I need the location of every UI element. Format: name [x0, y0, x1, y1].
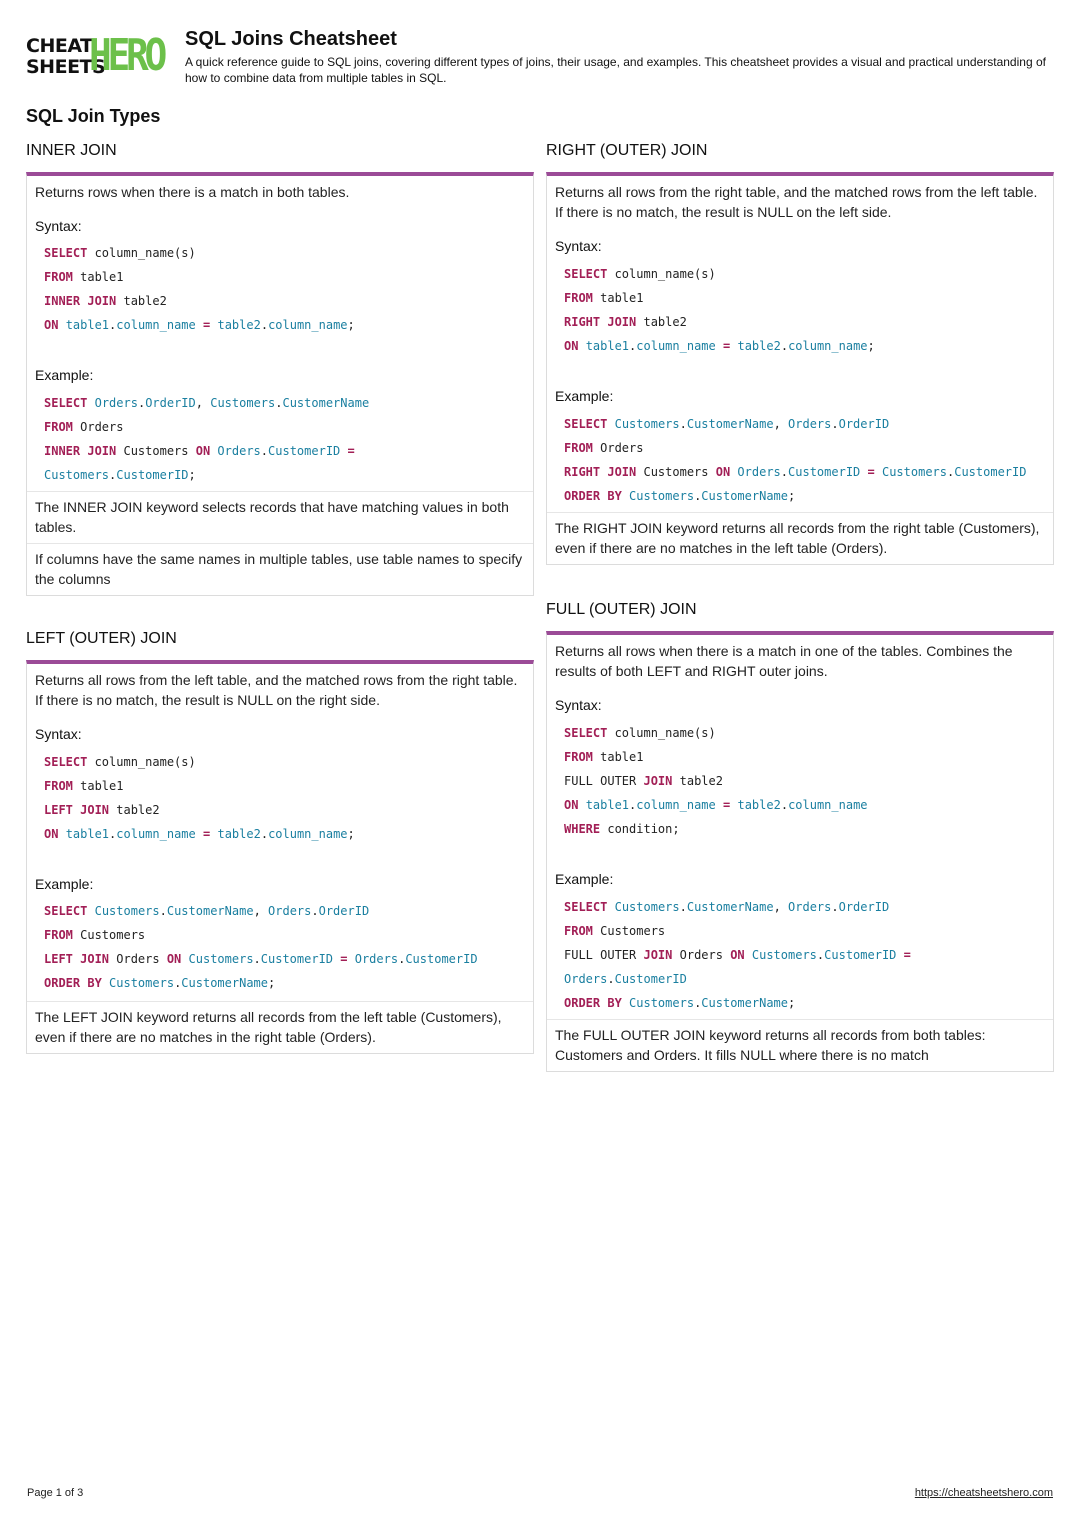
sql-identifier: Customers — [44, 468, 110, 482]
sql-identifier: table2 — [217, 318, 261, 332]
sql-text: , — [773, 417, 789, 431]
sql-text: column_name(s) — [87, 755, 196, 769]
sql-text: table1 — [592, 291, 644, 305]
sql-identifier: column_name — [636, 339, 716, 353]
sql-text: table2 — [672, 774, 723, 788]
sql-text: Customers — [72, 928, 146, 942]
full-join-note: The FULL OUTER JOIN keyword returns all records from both tables: Customers and Orders. It fills NULL where there is no match — [547, 1019, 1053, 1071]
sql-identifier: table2 — [737, 798, 781, 812]
sql-identifier: CustomerName — [701, 996, 788, 1010]
sql-text: Orders — [592, 441, 644, 455]
sql-text: ; — [188, 468, 196, 482]
sql-keyword: ON — [195, 444, 211, 458]
section-heading: SQL Join Types — [26, 106, 161, 126]
sql-keyword: ORDER BY — [564, 996, 622, 1010]
inner-join-example-code — [27, 383, 533, 491]
sql-text: ; — [347, 827, 355, 841]
sql-text — [896, 948, 903, 962]
sql-identifier: column_name — [788, 339, 868, 353]
sql-text: Orders — [109, 952, 167, 966]
code-line — [564, 334, 1045, 358]
sql-text: . — [311, 904, 319, 918]
sql-text — [87, 396, 94, 410]
sql-text: . — [260, 444, 269, 458]
sql-identifier: column_name — [268, 318, 348, 332]
sql-text: Customers — [592, 924, 666, 938]
sql-text: ; — [867, 339, 875, 353]
sql-keyword: ON — [44, 318, 59, 332]
full-join-title: FULL (OUTER) JOIN — [546, 601, 697, 618]
sql-text: table2 — [636, 315, 687, 329]
sql-keyword: = — [203, 318, 211, 332]
sql-text: ; — [788, 489, 796, 503]
sql-text: . — [947, 465, 955, 479]
sql-text: ; — [788, 996, 796, 1010]
sql-text — [181, 952, 188, 966]
sql-text: . — [260, 827, 269, 841]
sql-identifier: Orders — [354, 952, 399, 966]
sql-text: table2 — [109, 803, 160, 817]
logo-text-hero: HERO — [89, 30, 163, 81]
sql-text: Orders — [672, 948, 731, 962]
sql-keyword: INNER JOIN — [44, 294, 117, 308]
sql-identifier: OrderID — [838, 900, 890, 914]
sql-keyword: ON — [730, 948, 745, 962]
sql-identifier: Customers — [188, 952, 254, 966]
sql-identifier: CustomerID — [405, 952, 478, 966]
page-header — [26, 28, 1056, 92]
sql-keyword: = — [723, 798, 731, 812]
sql-text: . — [109, 318, 117, 332]
code-line — [44, 439, 525, 463]
sql-text: . — [275, 396, 283, 410]
sql-text: Orders — [72, 420, 124, 434]
sql-text — [607, 900, 614, 914]
code-line — [564, 262, 1045, 286]
sql-text — [196, 318, 203, 332]
code-line — [564, 895, 1045, 919]
sql-identifier: Customers — [751, 948, 817, 962]
sql-identifier: Orders — [217, 444, 261, 458]
left-join-description: Returns all rows from the left table, and the matched rows from the right table. If there is no match, the result is NULL on the right side. — [35, 672, 518, 708]
sql-keyword: JOIN — [643, 774, 673, 788]
sql-text: Customers — [116, 444, 196, 458]
code-line — [44, 774, 525, 798]
code-line — [44, 265, 525, 289]
sql-identifier: column_name — [788, 798, 868, 812]
left-join-card — [26, 660, 534, 1054]
sql-identifier: Orders — [737, 465, 781, 479]
sql-text: . — [780, 798, 789, 812]
example-label: Example: — [35, 876, 94, 892]
sql-identifier: CustomerID — [116, 468, 189, 482]
logo-text-cheat: CHEAT — [26, 35, 93, 57]
inner-join-description: Returns rows when there is a match in both tables. — [35, 184, 350, 200]
sql-keyword: FROM — [564, 924, 593, 938]
sql-keyword: ON — [715, 465, 731, 479]
sql-keyword: SELECT — [44, 755, 88, 769]
sql-identifier: Customers — [614, 417, 680, 431]
example-label: Example: — [555, 388, 614, 404]
sql-keyword: SELECT — [564, 900, 608, 914]
sql-keyword: JOIN — [643, 948, 673, 962]
sql-keyword: = — [347, 444, 355, 458]
sql-text — [58, 827, 65, 841]
sql-identifier: Orders — [268, 904, 312, 918]
sql-text: FULL OUTER — [564, 774, 644, 788]
code-line — [564, 919, 1045, 943]
sql-keyword: FROM — [564, 291, 593, 305]
sql-keyword: ON — [44, 827, 59, 841]
sql-identifier: Customers — [210, 396, 276, 410]
sql-identifier: CustomerName — [686, 900, 774, 914]
sql-identifier: column_name — [116, 318, 196, 332]
sql-keyword: RIGHT JOIN — [564, 315, 637, 329]
sql-identifier: Customers — [614, 900, 680, 914]
sql-keyword: SELECT — [564, 267, 608, 281]
sql-identifier: column_name — [636, 798, 716, 812]
code-line — [564, 286, 1045, 310]
code-line — [564, 310, 1045, 334]
code-line — [564, 793, 1045, 817]
right-join-note: The RIGHT JOIN keyword returns all records from the right table (Customers), even if there are no matches in the left table (Orders). — [547, 512, 1053, 564]
code-line — [44, 463, 525, 487]
sql-keyword: ORDER BY — [564, 489, 622, 503]
sql-identifier: CustomerID — [268, 444, 341, 458]
inner-join-card — [26, 172, 534, 596]
sql-text: . — [629, 339, 637, 353]
code-line — [564, 745, 1045, 769]
sql-text — [340, 444, 347, 458]
sql-identifier: table1 — [65, 318, 110, 332]
sql-text: . — [398, 952, 406, 966]
sql-text — [716, 798, 723, 812]
sql-keyword: FROM — [44, 420, 73, 434]
sql-identifier: OrderID — [318, 904, 370, 918]
sql-identifier: CustomerID — [260, 952, 334, 966]
left-join-example-code — [27, 892, 533, 1001]
example-label: Example: — [35, 367, 94, 383]
sql-text: . — [831, 417, 839, 431]
left-join-syntax-code — [27, 742, 533, 876]
inner-join-title: INNER JOIN — [26, 142, 117, 159]
sql-keyword: = — [340, 952, 348, 966]
sql-text — [87, 904, 94, 918]
sql-identifier: CustomerName — [181, 976, 268, 990]
page-title: SQL Joins Cheatsheet — [185, 28, 397, 50]
code-line — [44, 971, 525, 995]
page-number: Page 1 of 3 — [27, 1487, 84, 1499]
inner-join-note-2: If columns have the same names in multiple tables, use table names to specify the columns — [27, 543, 533, 595]
sql-identifier: table2 — [737, 339, 781, 353]
syntax-label: Syntax: — [555, 238, 602, 254]
sql-keyword: WHERE — [564, 822, 601, 836]
code-line — [44, 899, 525, 923]
sql-text: condition; — [600, 822, 680, 836]
sql-keyword: = — [867, 465, 875, 479]
sql-text: . — [109, 468, 117, 482]
sql-text — [578, 339, 585, 353]
sql-text: table1 — [72, 270, 124, 284]
code-line — [44, 241, 525, 265]
sql-text: Customers — [636, 465, 716, 479]
sql-identifier: OrderID — [145, 396, 196, 410]
code-line — [564, 484, 1045, 508]
code-line — [44, 947, 525, 971]
sql-keyword: FROM — [44, 270, 73, 284]
code-line — [44, 798, 525, 822]
sql-text: table1 — [592, 750, 644, 764]
code-line — [564, 991, 1045, 1015]
sql-keyword: INNER JOIN — [44, 444, 117, 458]
sql-identifier: Orders — [788, 417, 832, 431]
sql-keyword: ON — [564, 798, 579, 812]
code-line — [44, 313, 525, 337]
code-line — [564, 943, 1045, 967]
sql-identifier: CustomerName — [701, 489, 788, 503]
sql-text: , — [773, 900, 789, 914]
sql-text: column_name(s) — [607, 267, 716, 281]
page-subtitle: A quick reference guide to SQL joins, covering different types of joins, their usage, and examples. This cheatsheet provides a visual and practical understanding of how to combine data from multiple tables in SQL. — [185, 55, 1046, 85]
sql-identifier: Orders — [788, 900, 832, 914]
right-join-card — [546, 172, 1054, 565]
sql-text: , — [253, 904, 269, 918]
sql-text — [102, 976, 109, 990]
logo-text-sheets: SHEETS — [26, 56, 106, 78]
sql-identifier: table2 — [217, 827, 261, 841]
sql-text: . — [174, 976, 182, 990]
full-join-syntax-code — [547, 713, 1053, 871]
sql-keyword: ON — [564, 339, 579, 353]
sql-identifier: CustomerID — [614, 972, 687, 986]
sql-identifier: Customers — [629, 489, 695, 503]
left-join-title: LEFT (OUTER) JOIN — [26, 630, 177, 647]
syntax-label: Syntax: — [35, 726, 82, 742]
sql-keyword: SELECT — [564, 726, 608, 740]
sql-identifier: Orders — [94, 396, 138, 410]
sql-keyword: FROM — [564, 441, 593, 455]
inner-join-syntax-code — [27, 234, 533, 367]
sql-text: table2 — [116, 294, 167, 308]
sql-keyword: SELECT — [564, 417, 608, 431]
code-line — [564, 967, 1045, 991]
sql-keyword: FROM — [44, 779, 73, 793]
sql-text — [622, 996, 629, 1010]
right-join-title: RIGHT (OUTER) JOIN — [546, 142, 708, 159]
sql-text: ; — [347, 318, 355, 332]
code-line — [44, 822, 525, 846]
code-line — [564, 436, 1045, 460]
sql-text: . — [694, 489, 702, 503]
sql-identifier: Orders — [564, 972, 608, 986]
sql-text: . — [137, 396, 146, 410]
syntax-label: Syntax: — [35, 218, 82, 234]
site-link[interactable]: https://cheatsheetshero.com — [914, 1487, 1053, 1499]
sql-identifier: Customers — [881, 465, 947, 479]
sql-text — [607, 417, 614, 431]
sql-text: . — [780, 339, 789, 353]
sql-keyword: LEFT JOIN — [44, 952, 110, 966]
sql-text — [875, 465, 882, 479]
sql-text: column_name(s) — [87, 246, 196, 260]
sql-text — [860, 465, 867, 479]
full-join-card — [546, 631, 1054, 1072]
code-line — [564, 460, 1045, 484]
full-join-description: Returns all rows when there is a match in one of the tables. Combines the results of both LEFT and RIGHT outer joins. — [555, 643, 1013, 679]
sql-text — [745, 948, 752, 962]
sql-identifier: column_name — [116, 827, 196, 841]
sql-text: . — [109, 827, 117, 841]
sql-identifier: CustomerID — [954, 465, 1027, 479]
sql-keyword: RIGHT JOIN — [564, 465, 637, 479]
sql-identifier: table1 — [585, 798, 630, 812]
sql-text: . — [159, 904, 167, 918]
example-label: Example: — [555, 871, 614, 887]
sql-keyword: ORDER BY — [44, 976, 102, 990]
sql-identifier: OrderID — [838, 417, 890, 431]
code-line — [44, 289, 525, 313]
code-line — [44, 923, 525, 947]
sql-keyword: = — [903, 948, 911, 962]
right-join-description: Returns all rows from the right table, and the matched rows from the left table. If there is no match, the result is NULL on the left side. — [555, 184, 1038, 220]
sql-identifier: Customers — [94, 904, 160, 918]
sql-text — [58, 318, 65, 332]
sql-keyword: FROM — [44, 928, 73, 942]
sql-identifier: table1 — [585, 339, 630, 353]
sql-identifier: Customers — [109, 976, 175, 990]
inner-join-note-1: The INNER JOIN keyword selects records that have matching values in both tables. — [27, 491, 533, 543]
sql-text: . — [629, 798, 637, 812]
sql-text: . — [679, 900, 687, 914]
syntax-label: Syntax: — [555, 697, 602, 713]
sql-text: ; — [268, 976, 276, 990]
code-line — [44, 750, 525, 774]
sql-text — [196, 827, 203, 841]
full-join-example-code — [547, 887, 1053, 1019]
sql-identifier: table1 — [65, 827, 110, 841]
code-line — [44, 391, 525, 415]
code-line — [564, 769, 1045, 793]
sql-identifier: CustomerID — [824, 948, 897, 962]
sql-text — [622, 489, 629, 503]
left-join-note: The LEFT JOIN keyword returns all records from the left table (Customers), even if there are no matches in the right table (Orders). — [27, 1001, 533, 1053]
sql-text: table1 — [72, 779, 124, 793]
code-line — [564, 817, 1045, 841]
sql-text — [348, 952, 355, 966]
sql-keyword: SELECT — [44, 904, 88, 918]
sql-keyword: = — [723, 339, 731, 353]
sql-text — [716, 339, 723, 353]
sql-text: . — [831, 900, 839, 914]
sql-text: . — [816, 948, 825, 962]
sql-identifier: Customers — [629, 996, 695, 1010]
sql-identifier: CustomerName — [282, 396, 370, 410]
sql-text: . — [607, 972, 615, 986]
sql-text: . — [253, 952, 261, 966]
sql-text — [578, 798, 585, 812]
sql-text: . — [260, 318, 269, 332]
cheatsheetshero-logo[interactable] — [26, 30, 172, 81]
right-join-syntax-code — [547, 254, 1053, 388]
sql-keyword: LEFT JOIN — [44, 803, 110, 817]
sql-identifier: column_name — [268, 827, 348, 841]
code-line — [564, 721, 1045, 745]
sql-text: . — [780, 465, 789, 479]
sql-keyword: = — [203, 827, 211, 841]
sql-identifier: CustomerName — [686, 417, 774, 431]
sql-text: . — [694, 996, 702, 1010]
sql-keyword: SELECT — [44, 396, 88, 410]
sql-identifier: CustomerName — [166, 904, 254, 918]
sql-keyword: SELECT — [44, 246, 88, 260]
sql-keyword: ON — [166, 952, 182, 966]
sql-keyword: FROM — [564, 750, 593, 764]
code-line — [564, 412, 1045, 436]
right-join-example-code — [547, 404, 1053, 512]
code-line — [44, 415, 525, 439]
sql-text: column_name(s) — [607, 726, 716, 740]
sql-text: , — [195, 396, 211, 410]
sql-text: . — [679, 417, 687, 431]
sql-text: FULL OUTER — [564, 948, 644, 962]
sql-identifier: CustomerID — [788, 465, 861, 479]
